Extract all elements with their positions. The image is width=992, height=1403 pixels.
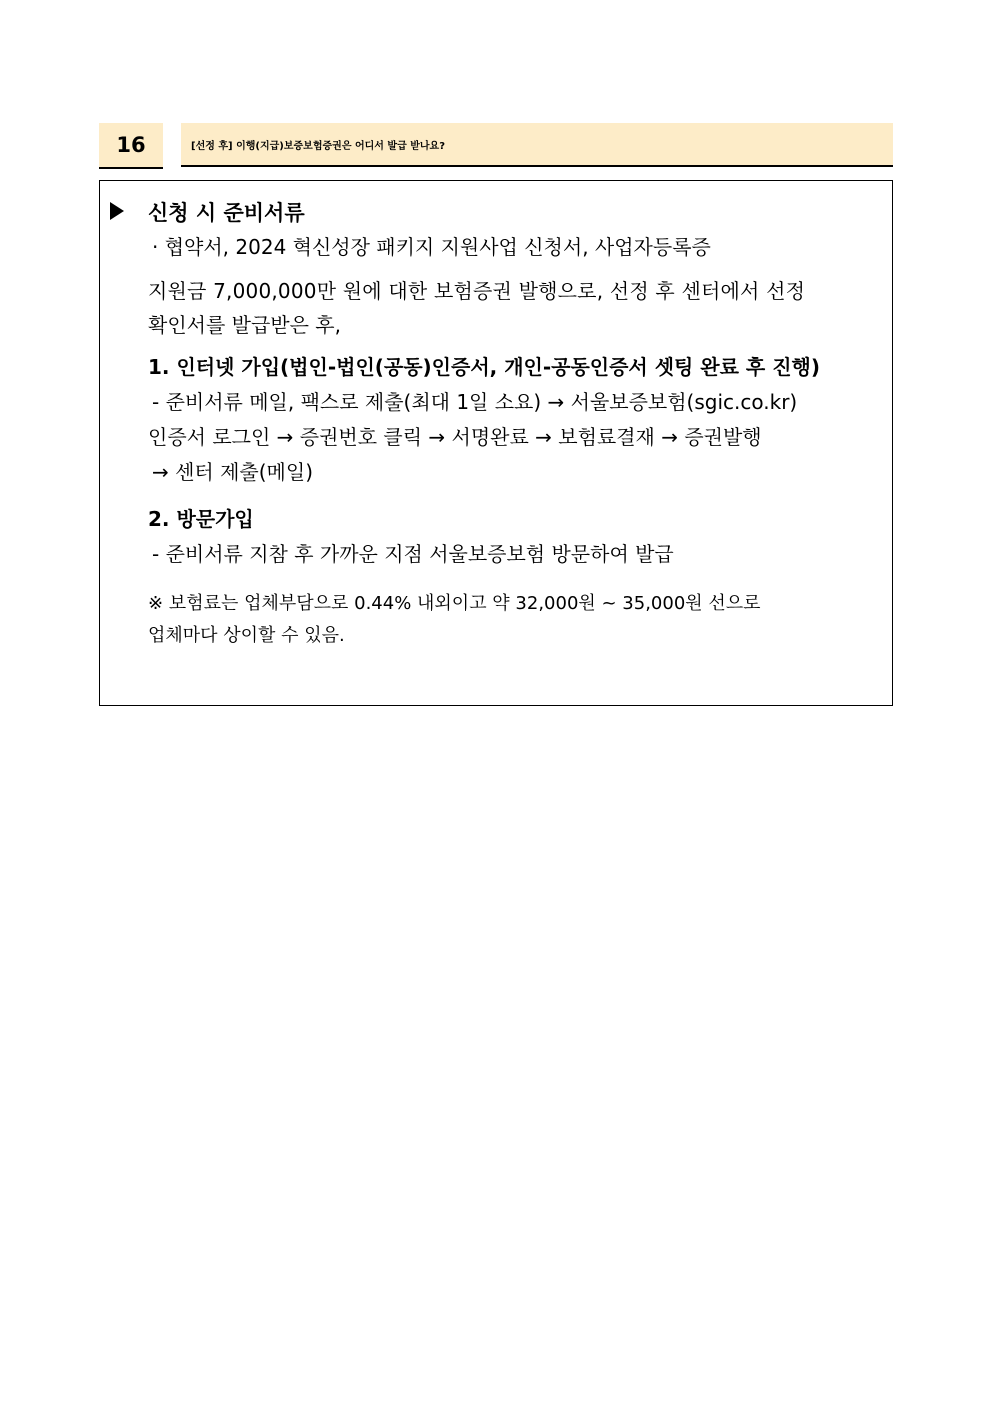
item1-title: 1. 인터넷 가입(법인-법인(공동)인증서, 개인-공동인증서 셋팅 완료 후 진행) [148, 355, 820, 379]
section-heading: 신청 시 준비서류 [148, 201, 305, 225]
triangle-bullet-icon [110, 202, 124, 220]
answer-box [99, 180, 893, 706]
note-text-line1: ※ 보험료는 업체부담으로 0.44% 내외이고 약 32,000원 ~ 35,000원 선으로 [148, 593, 761, 614]
question-header [99, 123, 893, 169]
note-text-line2: 업체마다 상이할 수 있음. [148, 625, 345, 646]
item1-text-line2: 인증서 로그인 → 증권번호 클릭 → 서명완료 → 보험료결재 → 증권발행 [148, 425, 762, 449]
question-number: 16 [99, 123, 163, 169]
intro-text-line1: 지원금 7,000,000만 원에 대한 보험증권 발행으로, 선정 후 센터에서 선정 [148, 279, 806, 303]
item1-text-line1: - 준비서류 메일, 팩스로 제출(최대 1일 소요) → 서울보증보험(sgic.co.kr) [152, 390, 798, 414]
item2-text-line1: - 준비서류 지참 후 가까운 지점 서울보증보험 방문하여 발급 [152, 542, 674, 566]
required-docs: · 협약서, 2024 혁신성장 패키지 지원사업 신청서, 사업자등록증 [152, 235, 711, 259]
question-title: [선정 후] 이행(지급)보증보험증권은 어디서 발급 받나요? [181, 123, 893, 167]
item2-title: 2. 방문가입 [148, 507, 254, 531]
item1-text-line3: → 센터 제출(메일) [152, 460, 313, 484]
intro-text-line2: 확인서를 발급받은 후, [148, 313, 341, 337]
